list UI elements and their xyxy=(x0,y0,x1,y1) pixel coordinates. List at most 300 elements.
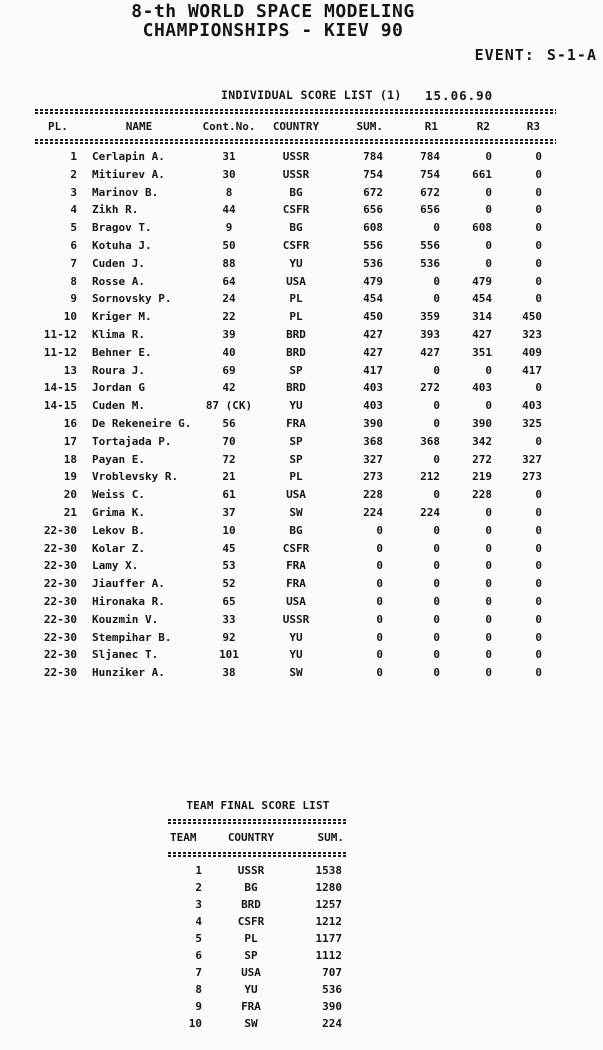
contest-number-cell: 39 xyxy=(222,327,236,341)
team-place-cell: 9 xyxy=(195,1000,202,1013)
place-cell: 14-15 xyxy=(43,399,77,413)
team-score-row xyxy=(168,930,348,947)
round3-cell: 323 xyxy=(522,327,542,341)
round2-cell: 219 xyxy=(472,470,492,484)
round1-cell: 0 xyxy=(433,559,440,573)
round3-cell: 409 xyxy=(522,345,542,359)
team-sum-cell: 1112 xyxy=(315,949,342,962)
round3-cell: 0 xyxy=(535,150,542,163)
team-table-header xyxy=(168,829,348,847)
team-place-cell: 10 xyxy=(188,1017,202,1030)
name-cell: De Rekeneire G. xyxy=(92,416,192,430)
team-country-cell: PL xyxy=(244,932,258,945)
column-header-country: COUNTRY xyxy=(227,831,275,844)
name-cell: Vroblevsky R. xyxy=(92,470,179,484)
team-place-cell: 1 xyxy=(195,864,202,877)
title-line-2: CHAMPIONSHIPS - KIEV 90 xyxy=(142,20,404,41)
round2-cell: 228 xyxy=(472,488,492,502)
place-cell: 11-12 xyxy=(43,345,77,359)
sum-cell: 0 xyxy=(376,612,383,626)
individual-score-row xyxy=(35,646,556,664)
round3-cell: 0 xyxy=(535,434,542,448)
document-title xyxy=(0,2,546,40)
round1-cell: 393 xyxy=(420,327,440,341)
team-list-title: TEAM FINAL SCORE LIST xyxy=(186,799,330,812)
column-header-round2: R2 xyxy=(476,120,490,133)
place-cell: 22-30 xyxy=(43,612,77,626)
sum-cell: 754 xyxy=(363,167,383,181)
separator-line xyxy=(35,108,556,115)
name-cell: Kotuha J. xyxy=(92,238,152,252)
place-cell: 7 xyxy=(70,256,77,270)
contest-number-cell: 40 xyxy=(222,345,236,359)
round3-cell: 0 xyxy=(535,630,542,644)
country-cell: BG xyxy=(289,185,303,199)
country-cell: BRD xyxy=(286,327,306,341)
round2-cell: 479 xyxy=(472,274,492,288)
individual-score-row xyxy=(35,184,556,202)
round1-cell: 656 xyxy=(420,203,440,217)
country-cell: YU xyxy=(289,648,303,662)
sum-cell: 403 xyxy=(363,381,383,395)
contest-number-cell: 65 xyxy=(222,594,236,608)
country-cell: FRA xyxy=(286,559,306,573)
team-place-cell: 6 xyxy=(195,949,202,962)
round3-cell: 0 xyxy=(535,594,542,608)
round1-cell: 0 xyxy=(433,666,440,680)
contest-number-cell: 31 xyxy=(222,150,236,163)
round2-cell: 0 xyxy=(485,256,492,270)
contest-number-cell: 24 xyxy=(222,292,236,306)
sum-cell: 403 xyxy=(363,399,383,413)
round3-cell: 327 xyxy=(522,452,542,466)
individual-score-row xyxy=(35,433,556,451)
individual-score-row xyxy=(35,629,556,647)
sum-cell: 390 xyxy=(363,416,383,430)
contest-number-cell: 64 xyxy=(222,274,236,288)
name-cell: Lekov B. xyxy=(92,523,145,537)
country-cell: SP xyxy=(289,452,303,466)
individual-score-row xyxy=(35,522,556,540)
team-country-cell: SP xyxy=(244,949,258,962)
round1-cell: 0 xyxy=(433,577,440,591)
round2-cell: 608 xyxy=(472,221,492,235)
name-cell: Marinov B. xyxy=(92,185,159,199)
contest-number-cell: 30 xyxy=(222,167,236,181)
individual-score-row xyxy=(35,664,556,682)
sum-cell: 479 xyxy=(363,274,383,288)
team-sum-cell: 1257 xyxy=(315,898,342,911)
individual-score-row xyxy=(35,540,556,558)
round3-cell: 0 xyxy=(535,185,542,199)
name-cell: Sljanec T. xyxy=(92,648,159,662)
round2-cell: 272 xyxy=(472,452,492,466)
sum-cell: 0 xyxy=(376,541,383,555)
round1-cell: 359 xyxy=(420,310,440,324)
sum-cell: 0 xyxy=(376,630,383,644)
place-cell: 13 xyxy=(63,363,77,377)
individual-list-titlebar xyxy=(35,88,556,106)
contest-number-cell: 10 xyxy=(222,523,236,537)
round1-cell: 0 xyxy=(433,399,440,413)
round3-cell: 0 xyxy=(535,167,542,181)
place-cell: 22-30 xyxy=(43,630,77,644)
individual-score-row xyxy=(35,326,556,344)
contest-number-cell: 53 xyxy=(222,559,236,573)
round2-cell: 0 xyxy=(485,577,492,591)
place-cell: 21 xyxy=(63,505,77,519)
team-sum-cell: 224 xyxy=(322,1017,342,1030)
column-header-round3: R3 xyxy=(526,120,540,133)
name-cell: Cuden J. xyxy=(92,256,145,270)
place-cell: 20 xyxy=(63,488,77,502)
place-cell: 22-30 xyxy=(43,523,77,537)
place-cell: 22-30 xyxy=(43,666,77,680)
contest-number-cell: 52 xyxy=(222,577,236,591)
team-score-row xyxy=(168,998,348,1015)
round1-cell: 427 xyxy=(420,345,440,359)
country-cell: USSR xyxy=(282,150,310,163)
individual-score-row xyxy=(35,362,556,380)
team-sum-cell: 707 xyxy=(322,966,342,979)
name-cell: Klima R. xyxy=(92,327,145,341)
round1-cell: 0 xyxy=(433,612,440,626)
round3-cell: 403 xyxy=(522,399,542,413)
place-cell: 9 xyxy=(70,292,77,306)
contest-number-cell: 50 xyxy=(222,238,236,252)
country-cell: SP xyxy=(289,363,303,377)
round1-cell: 0 xyxy=(433,452,440,466)
country-cell: USA xyxy=(286,274,306,288)
individual-score-row xyxy=(35,557,556,575)
round1-cell: 0 xyxy=(433,416,440,430)
round2-cell: 0 xyxy=(485,505,492,519)
round2-cell: 314 xyxy=(472,310,492,324)
round2-cell: 342 xyxy=(472,434,492,448)
round3-cell: 0 xyxy=(535,541,542,555)
team-final-score-list xyxy=(168,798,348,1032)
column-header-contest-number: Cont.No. xyxy=(202,120,256,133)
column-header-place: PL. xyxy=(48,120,68,133)
round1-cell: 754 xyxy=(420,167,440,181)
round2-cell: 0 xyxy=(485,203,492,217)
team-place-cell: 4 xyxy=(195,915,202,928)
round3-cell: 0 xyxy=(535,612,542,626)
round2-cell: 0 xyxy=(485,666,492,680)
round3-cell: 0 xyxy=(535,203,542,217)
contest-number-cell: 21 xyxy=(222,470,236,484)
team-country-cell: SW xyxy=(244,1017,258,1030)
team-sum-cell: 1538 xyxy=(315,864,342,877)
round2-cell: 0 xyxy=(485,612,492,626)
round1-cell: 368 xyxy=(420,434,440,448)
team-place-cell: 2 xyxy=(195,881,202,894)
sum-cell: 450 xyxy=(363,310,383,324)
contest-number-cell: 42 xyxy=(222,381,236,395)
team-place-cell: 8 xyxy=(195,983,202,996)
team-score-row xyxy=(168,1015,348,1032)
sum-cell: 536 xyxy=(363,256,383,270)
round3-cell: 0 xyxy=(535,505,542,519)
name-cell: Grima K. xyxy=(92,505,145,519)
sum-cell: 273 xyxy=(363,470,383,484)
name-cell: Kouzmin V. xyxy=(92,612,159,626)
team-country-cell: BG xyxy=(244,881,258,894)
name-cell: Bragov T. xyxy=(92,221,152,235)
individual-score-row xyxy=(35,575,556,593)
name-cell: Hironaka R. xyxy=(92,594,165,608)
individual-score-row xyxy=(35,486,556,504)
team-place-cell: 3 xyxy=(195,898,202,911)
individual-score-row xyxy=(35,166,556,184)
round3-cell: 0 xyxy=(535,274,542,288)
name-cell: Cerlapin A. xyxy=(92,150,165,163)
round1-cell: 0 xyxy=(433,221,440,235)
name-cell: Kriger M. xyxy=(92,310,152,324)
team-score-row xyxy=(168,879,348,896)
name-cell: Cuden M. xyxy=(92,399,145,413)
name-cell: Stempihar B. xyxy=(92,630,172,644)
name-cell: Zikh R. xyxy=(92,203,139,217)
name-cell: Sornovsky P. xyxy=(92,292,172,306)
country-cell: USA xyxy=(286,594,306,608)
sum-cell: 608 xyxy=(363,221,383,235)
contest-number-cell: 45 xyxy=(222,541,236,555)
individual-score-row xyxy=(35,397,556,415)
round1-cell: 272 xyxy=(420,381,440,395)
individual-score-row xyxy=(35,415,556,433)
contest-number-cell: 61 xyxy=(222,488,236,502)
sum-cell: 0 xyxy=(376,648,383,662)
country-cell: YU xyxy=(289,399,303,413)
contest-number-cell: 38 xyxy=(222,666,236,680)
round2-cell: 0 xyxy=(485,399,492,413)
country-cell: SW xyxy=(289,505,303,519)
round3-cell: 0 xyxy=(535,256,542,270)
contest-number-cell: 70 xyxy=(222,434,236,448)
place-cell: 6 xyxy=(70,238,77,252)
individual-score-row xyxy=(35,504,556,522)
sum-cell: 0 xyxy=(376,594,383,608)
contest-number-cell: 33 xyxy=(222,612,236,626)
sum-cell: 0 xyxy=(376,666,383,680)
country-cell: BRD xyxy=(286,381,306,395)
round2-cell: 0 xyxy=(485,648,492,662)
contest-number-cell: 69 xyxy=(222,363,236,377)
name-cell: Lamy X. xyxy=(92,559,139,573)
round2-cell: 427 xyxy=(472,327,492,341)
sum-cell: 368 xyxy=(363,434,383,448)
individual-score-row xyxy=(35,201,556,219)
individual-score-row xyxy=(35,344,556,362)
round2-cell: 403 xyxy=(472,381,492,395)
country-cell: YU xyxy=(289,256,303,270)
team-sum-cell: 1177 xyxy=(315,932,342,945)
country-cell: PL xyxy=(289,310,303,324)
round3-cell: 325 xyxy=(522,416,542,430)
round1-cell: 556 xyxy=(420,238,440,252)
team-sum-cell: 1280 xyxy=(315,881,342,894)
team-score-row xyxy=(168,862,348,879)
individual-table-rows xyxy=(35,148,556,682)
round3-cell: 273 xyxy=(522,470,542,484)
team-sum-cell: 1212 xyxy=(315,915,342,928)
country-cell: FRA xyxy=(286,416,306,430)
country-cell: PL xyxy=(289,292,303,306)
round1-cell: 0 xyxy=(433,541,440,555)
team-country-cell: YU xyxy=(244,983,258,996)
round1-cell: 0 xyxy=(433,630,440,644)
column-header-country: COUNTRY xyxy=(272,120,320,133)
round2-cell: 661 xyxy=(472,167,492,181)
round3-cell: 0 xyxy=(535,559,542,573)
team-score-row xyxy=(168,981,348,998)
contest-number-cell: 101 xyxy=(219,648,239,662)
team-place-cell: 5 xyxy=(195,932,202,945)
country-cell: CSFR xyxy=(282,541,310,555)
name-cell: Jordan G xyxy=(92,381,145,395)
round1-cell: 536 xyxy=(420,256,440,270)
round1-cell: 212 xyxy=(420,470,440,484)
round2-cell: 0 xyxy=(485,523,492,537)
event-line xyxy=(475,46,597,64)
round1-cell: 0 xyxy=(433,292,440,306)
separator-line xyxy=(168,818,348,825)
place-cell: 1 xyxy=(70,150,77,163)
place-cell: 16 xyxy=(63,416,77,430)
event-label: EVENT: xyxy=(474,46,535,64)
round2-cell: 0 xyxy=(485,363,492,377)
team-score-row xyxy=(168,913,348,930)
team-place-cell: 7 xyxy=(195,966,202,979)
place-cell: 22-30 xyxy=(43,541,77,555)
contest-number-cell: 8 xyxy=(225,185,233,199)
name-cell: Weiss C. xyxy=(92,488,145,502)
round2-cell: 0 xyxy=(485,559,492,573)
team-score-row xyxy=(168,947,348,964)
team-country-cell: FRA xyxy=(241,1000,261,1013)
place-cell: 8 xyxy=(70,274,77,288)
individual-score-row xyxy=(35,219,556,237)
sum-cell: 417 xyxy=(363,363,383,377)
name-cell: Jiauffer A. xyxy=(92,577,165,591)
round2-cell: 390 xyxy=(472,416,492,430)
sum-cell: 427 xyxy=(363,327,383,341)
round3-cell: 417 xyxy=(522,363,542,377)
place-cell: 4 xyxy=(70,203,77,217)
country-cell: CSFR xyxy=(282,238,310,252)
sum-cell: 327 xyxy=(363,452,383,466)
contest-number-cell: 9 xyxy=(225,221,233,235)
contest-number-cell: 92 xyxy=(222,630,236,644)
country-cell: BG xyxy=(289,221,303,235)
round2-cell: 0 xyxy=(485,630,492,644)
event-value: S-1-A xyxy=(546,46,597,64)
team-country-cell: CSFR xyxy=(237,915,265,928)
name-cell: Roura J. xyxy=(92,363,145,377)
round1-cell: 784 xyxy=(420,150,440,163)
individual-score-row xyxy=(35,379,556,397)
team-table-rows xyxy=(168,862,348,1032)
round1-cell: 0 xyxy=(433,363,440,377)
sum-cell: 672 xyxy=(363,185,383,199)
country-cell: YU xyxy=(289,630,303,644)
place-cell: 14-15 xyxy=(43,381,77,395)
country-cell: SP xyxy=(289,434,303,448)
country-cell: PL xyxy=(289,470,303,484)
individual-score-row xyxy=(35,255,556,273)
individual-table-header xyxy=(35,118,556,136)
round1-cell: 224 xyxy=(420,505,440,519)
round3-cell: 0 xyxy=(535,648,542,662)
round3-cell: 0 xyxy=(535,292,542,306)
round1-cell: 0 xyxy=(433,488,440,502)
place-cell: 11-12 xyxy=(43,327,77,341)
round3-cell: 0 xyxy=(535,666,542,680)
country-cell: CSFR xyxy=(282,203,310,217)
place-cell: 3 xyxy=(70,185,77,199)
place-cell: 19 xyxy=(63,470,77,484)
country-cell: FRA xyxy=(286,577,306,591)
name-cell: Hunziker A. xyxy=(92,666,165,680)
sum-cell: 556 xyxy=(363,238,383,252)
contest-number-cell: 22 xyxy=(222,310,236,324)
round3-cell: 0 xyxy=(535,523,542,537)
team-sum-cell: 390 xyxy=(322,1000,342,1013)
team-country-cell: USSR xyxy=(237,864,265,877)
round2-cell: 0 xyxy=(485,594,492,608)
team-country-cell: USA xyxy=(241,966,261,979)
place-cell: 22-30 xyxy=(43,594,77,608)
country-cell: USA xyxy=(286,488,306,502)
individual-score-row xyxy=(35,237,556,255)
column-header-round1: R1 xyxy=(424,120,438,133)
team-score-row xyxy=(168,896,348,913)
place-cell: 17 xyxy=(63,434,77,448)
round1-cell: 672 xyxy=(420,185,440,199)
column-header-sum: SUM. xyxy=(317,831,344,844)
list-date: 15.06.90 xyxy=(425,88,494,103)
sum-cell: 427 xyxy=(363,345,383,359)
round3-cell: 0 xyxy=(535,577,542,591)
individual-list-title: INDIVIDUAL SCORE LIST (1) xyxy=(221,88,402,102)
sum-cell: 454 xyxy=(363,292,383,306)
team-score-row xyxy=(168,964,348,981)
round2-cell: 0 xyxy=(485,185,492,199)
column-header-team: TEAM xyxy=(170,831,197,844)
place-cell: 10 xyxy=(63,310,77,324)
round1-cell: 0 xyxy=(433,594,440,608)
country-cell: USSR xyxy=(282,612,310,626)
individual-score-row xyxy=(35,290,556,308)
sum-cell: 228 xyxy=(363,488,383,502)
country-cell: BG xyxy=(289,523,303,537)
round2-cell: 454 xyxy=(472,292,492,306)
round2-cell: 0 xyxy=(485,150,492,163)
country-cell: SW xyxy=(289,666,303,680)
country-cell: BRD xyxy=(286,345,306,359)
individual-score-row xyxy=(35,468,556,486)
round1-cell: 0 xyxy=(433,523,440,537)
round3-cell: 0 xyxy=(535,221,542,235)
sum-cell: 0 xyxy=(376,559,383,573)
name-cell: Kolar Z. xyxy=(92,541,145,555)
country-cell: USSR xyxy=(282,167,310,181)
round1-cell: 0 xyxy=(433,648,440,662)
round2-cell: 0 xyxy=(485,541,492,555)
name-cell: Rosse A. xyxy=(92,274,145,288)
sum-cell: 0 xyxy=(376,577,383,591)
